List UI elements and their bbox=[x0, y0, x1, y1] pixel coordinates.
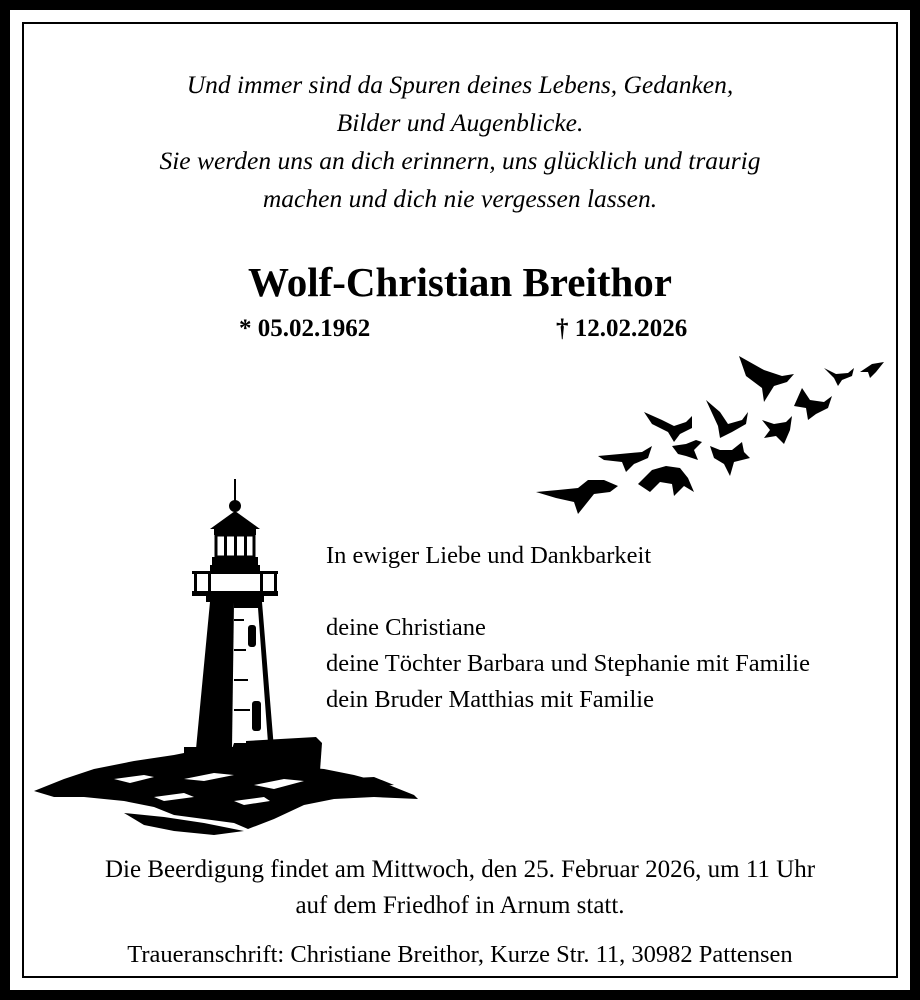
funeral-line: Die Beerdigung findet am Mittwoch, den 25. Februar 2026, um 11 Uhr bbox=[104, 856, 816, 883]
inner-border bbox=[22, 22, 898, 978]
mourner-name: dein Bruder Matthias mit Familie bbox=[326, 686, 654, 713]
death-date: † 12.02.2026 bbox=[556, 315, 688, 342]
dedication-line: In ewiger Liebe und Dankbarkeit bbox=[326, 542, 652, 569]
mourner-name: deine Christiane bbox=[326, 614, 486, 641]
verse-line: Und immer sind da Spuren deines Lebens, Gedanken, bbox=[186, 70, 734, 99]
birth-date: * 05.02.1962 bbox=[239, 315, 371, 342]
mourners-block bbox=[326, 538, 810, 718]
verse-line: Bilder und Augenblicke. bbox=[336, 108, 584, 137]
verse-line: machen und dich nie vergessen lassen. bbox=[262, 184, 658, 213]
mourner-name: deine Töchter Barbara und Stephanie mit Familie bbox=[326, 650, 810, 677]
funeral-line: auf dem Friedhof in Arnum statt. bbox=[295, 892, 625, 919]
memorial-verse bbox=[24, 66, 896, 218]
mourning-address: Traueranschrift: Christiane Breithor, Kurze Str. 11, 30982 Pattensen bbox=[127, 941, 793, 968]
verse-line: Sie werden uns an dich erinnern, uns glücklich und traurig bbox=[159, 146, 761, 175]
deceased-name: Wolf-Christian Breithor bbox=[247, 259, 673, 305]
flying-birds-icon bbox=[524, 346, 894, 526]
obituary-card bbox=[10, 10, 910, 990]
spacer bbox=[326, 574, 810, 610]
funeral-notice bbox=[24, 852, 896, 924]
